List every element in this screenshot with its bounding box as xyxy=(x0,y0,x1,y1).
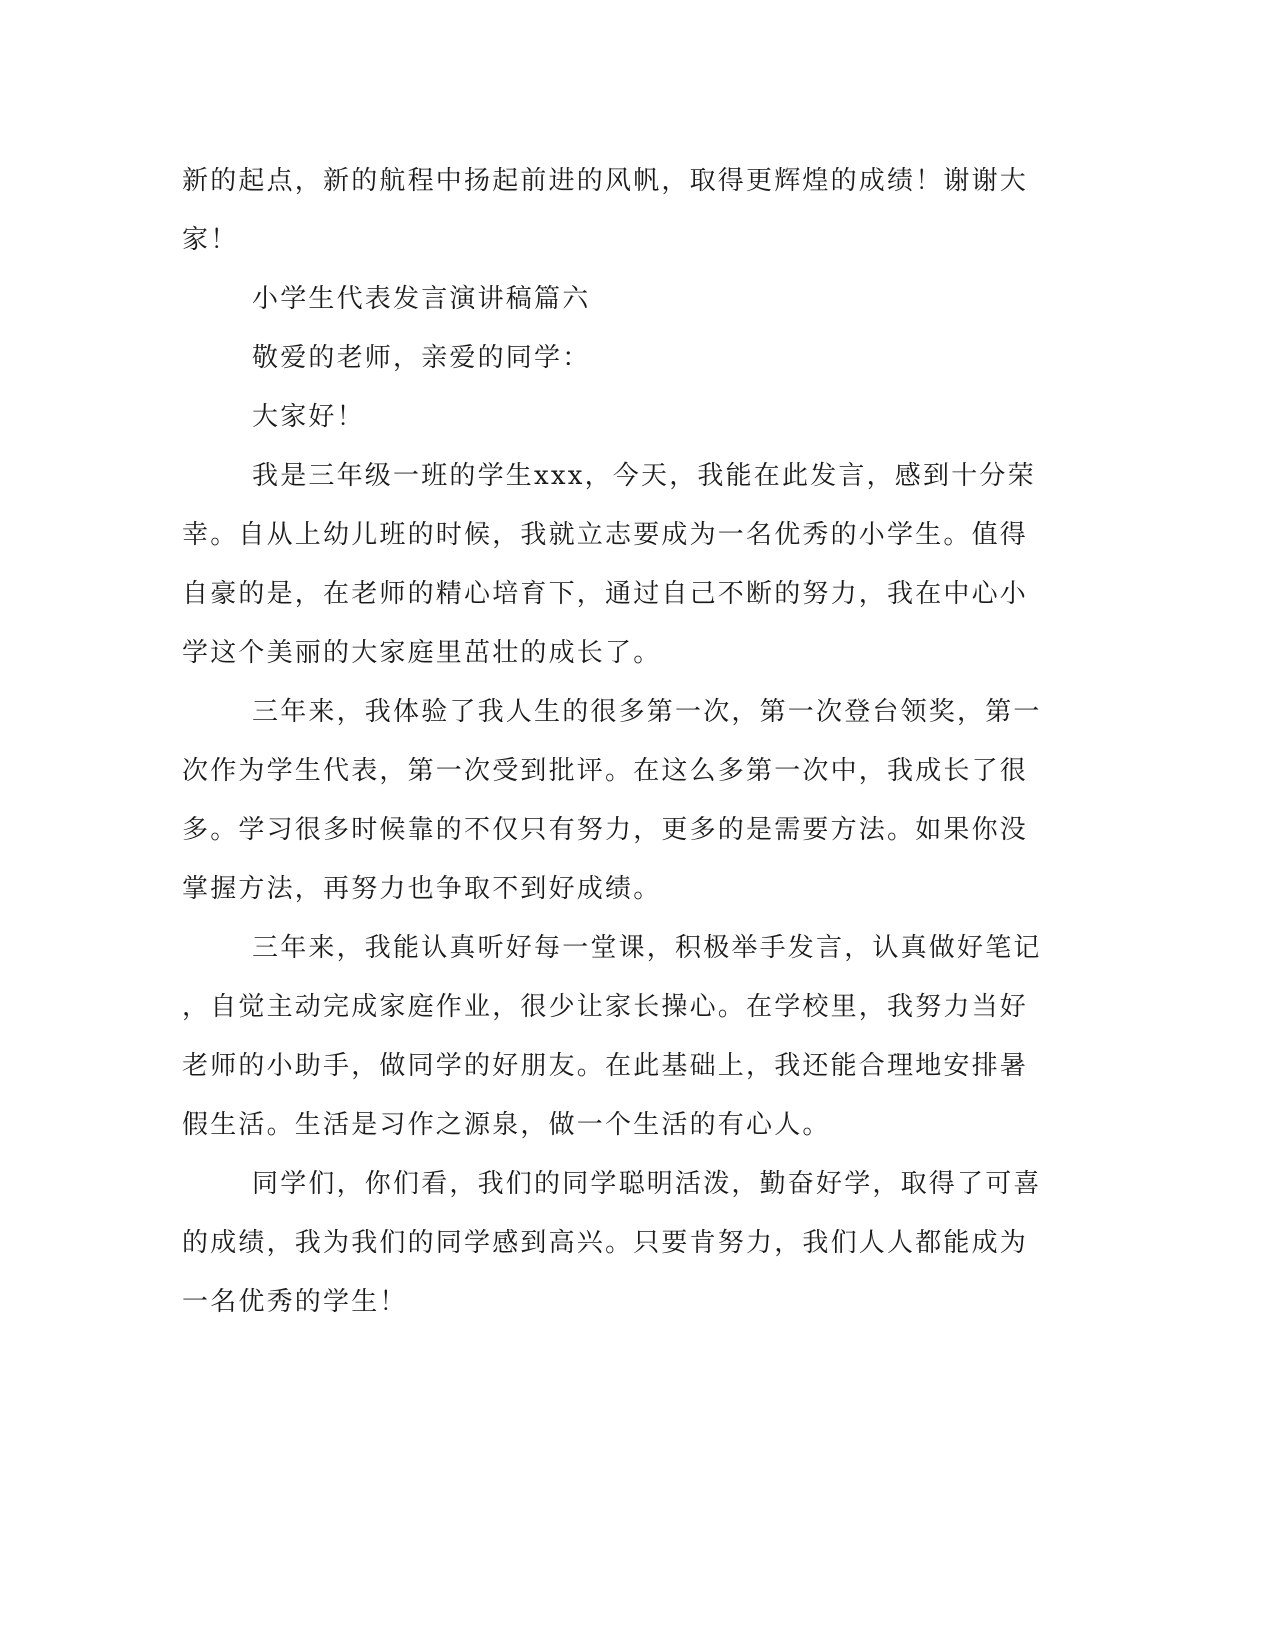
paragraph-3-line: ，自觉主动完成家庭作业，很少让家长操心。在学校里，我努力当好 xyxy=(182,992,1029,1022)
paragraph-3-line: 老师的小助手，做同学的好朋友。在此基础上，我还能合理地安排暑 xyxy=(182,1051,1029,1081)
salutation: 敬爱的老师，亲爱的同学： xyxy=(252,343,591,373)
paragraph-1-line: 学这个美丽的大家庭里茁壮的成长了。 xyxy=(182,638,662,668)
paragraph-1-line: 我是三年级一班的学生xxx，今天，我能在此发言，感到十分荣 xyxy=(252,461,1036,491)
paragraph-1-line: 幸。自从上幼儿班的时候，我就立志要成为一名优秀的小学生。值得 xyxy=(182,520,1029,550)
paragraph-4-line: 一名优秀的学生！ xyxy=(182,1287,408,1317)
paragraph-1-line: 自豪的是，在老师的精心培育下，通过自己不断的努力，我在中心小 xyxy=(182,579,1029,609)
paragraph-2-line: 多。学习很多时候靠的不仅只有努力，更多的是需要方法。如果你没 xyxy=(182,815,1029,845)
text-line: 新的起点，新的航程中扬起前进的风帆，取得更辉煌的成绩！谢谢大 xyxy=(182,166,1029,196)
paragraph-2-line: 掌握方法，再努力也争取不到好成绩。 xyxy=(182,874,662,904)
document-body xyxy=(182,152,1042,1332)
paragraph-2-line: 次作为学生代表，第一次受到批评。在这么多第一次中，我成长了很 xyxy=(182,756,1029,786)
paragraph-3-line: 假生活。生活是习作之源泉，做一个生活的有心人。 xyxy=(182,1110,831,1140)
paragraph-2-line: 三年来，我体验了我人生的很多第一次，第一次登台领奖，第一 xyxy=(252,697,1042,727)
paragraph-4-line: 同学们，你们看，我们的同学聪明活泼，勤奋好学，取得了可喜 xyxy=(252,1169,1042,1199)
greeting: 大家好！ xyxy=(252,402,365,432)
text-line: 家！ xyxy=(182,225,239,255)
section-title: 小学生代表发言演讲稿篇六 xyxy=(252,284,591,314)
paragraph-4-line: 的成绩，我为我们的同学感到高兴。只要肯努力，我们人人都能成为 xyxy=(182,1228,1029,1258)
paragraph-3-line: 三年来，我能认真听好每一堂课，积极举手发言，认真做好笔记 xyxy=(252,933,1042,963)
